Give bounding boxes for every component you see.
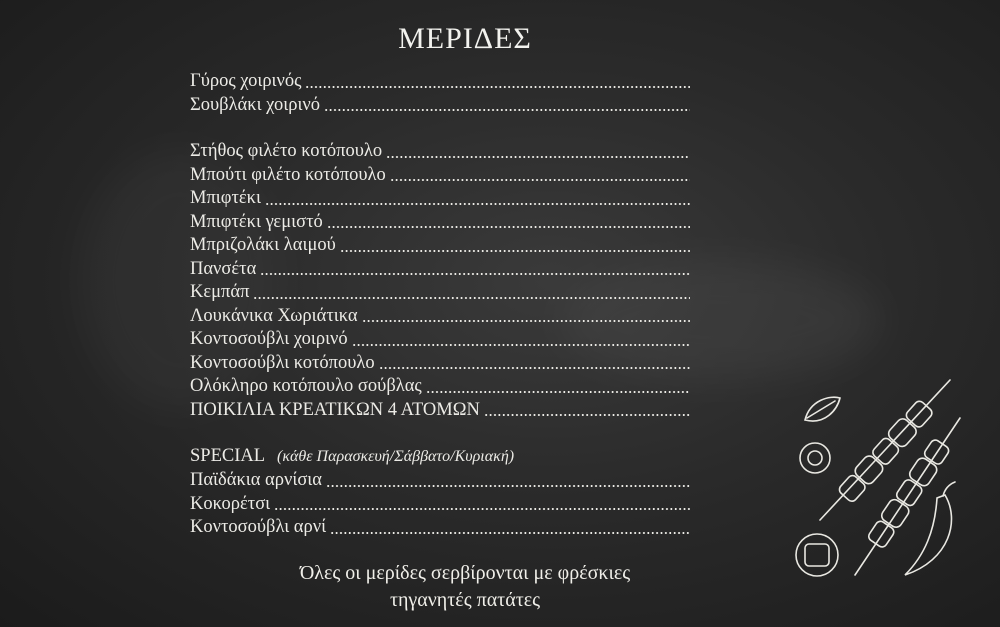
menu-item-name: Γύρος χοιρινός [190,71,302,91]
menu-item [190,70,690,94]
menu-group-grill [190,140,690,422]
dot-leader [352,344,690,346]
menu-item [190,140,690,164]
menu-item-name: ΠΟΙΚΙΛΙΑ ΚΡΕΑΤΙΚΩΝ 4 ΑΤΟΜΩΝ [190,399,480,420]
menu-item [190,164,690,188]
page-title: ΜΕΡΙΔΕΣ [398,22,532,55]
dot-leader [426,391,690,393]
dot-leader [327,226,690,228]
menu-item-name: Κεμπάπ [190,282,250,302]
dot-leader [305,86,690,88]
menu-item [190,352,690,376]
menu-item-name: Κοντοσούβλι χοιρινό [190,329,348,349]
spacer [190,422,690,445]
dot-leader [324,109,690,111]
menu-item [190,187,690,211]
dot-leader [484,414,690,416]
menu-item [190,305,690,329]
menu-item-name: Λουκάνικα Χωριάτικα [190,305,358,326]
menu-item-name: Ολόκληρο κοτόπουλο σούβλας [190,376,422,396]
menu-item [190,469,690,493]
menu-item [190,493,690,517]
chalk-drawing-skewers-icon [785,370,970,585]
menu-item [190,399,690,423]
menu-item [190,94,690,118]
menu-item-name: Πανσέτα [190,258,257,279]
menu-item-name: Μπριζολάκι λαιμού [190,235,336,255]
menu-group-special [190,469,690,540]
footer-note [230,560,700,614]
dot-leader [379,367,690,369]
dot-leader [265,203,690,205]
footer-line: Όλες οι μερίδες σερβίρονται με φρέσκιες [299,562,631,584]
spacer [190,117,690,140]
menu-item [190,281,690,305]
special-note: (κάθε Παρασκευή/Σάββατο/Κυριακή) [276,448,515,465]
dot-leader [326,485,690,487]
special-heading [190,445,690,469]
menu-item [190,211,690,235]
footer-line: τηγανητές πατάτες [389,589,541,611]
menu-item [190,258,690,282]
special-label: SPECIAL [190,446,265,466]
menu-item-name: Στήθος φιλέτο κοτόπουλο [190,141,383,161]
menu-group-pork [190,70,690,117]
dot-leader [362,320,690,322]
menu-item [190,375,690,399]
menu-list [190,70,690,540]
menu-item-name: Παϊδάκια αρνίσια [190,470,322,490]
dot-leader [386,156,690,158]
dot-leader [253,297,690,299]
menu-item-name: Μπιφτέκι γεμιστό [190,211,323,232]
dot-leader [274,508,690,510]
menu-item [190,516,690,540]
menu-item-name: Μπούτι φιλέτο κοτόπουλο [190,164,386,185]
dot-leader [390,179,690,181]
menu-item-name: Κοντοσούβλι κοτόπουλο [190,352,375,373]
menu-item-name: Κοντοσούβλι αρνί [190,517,327,537]
menu-item-name: Μπιφτέκι [190,188,261,208]
dot-leader [340,250,690,252]
menu-item [190,234,690,258]
menu-item [190,328,690,352]
menu-item-name: Κοκορέτσι [190,493,271,514]
dot-leader [330,532,690,534]
menu-item-name: Σουβλάκι χοιρινό [190,94,321,115]
dot-leader [260,273,690,275]
